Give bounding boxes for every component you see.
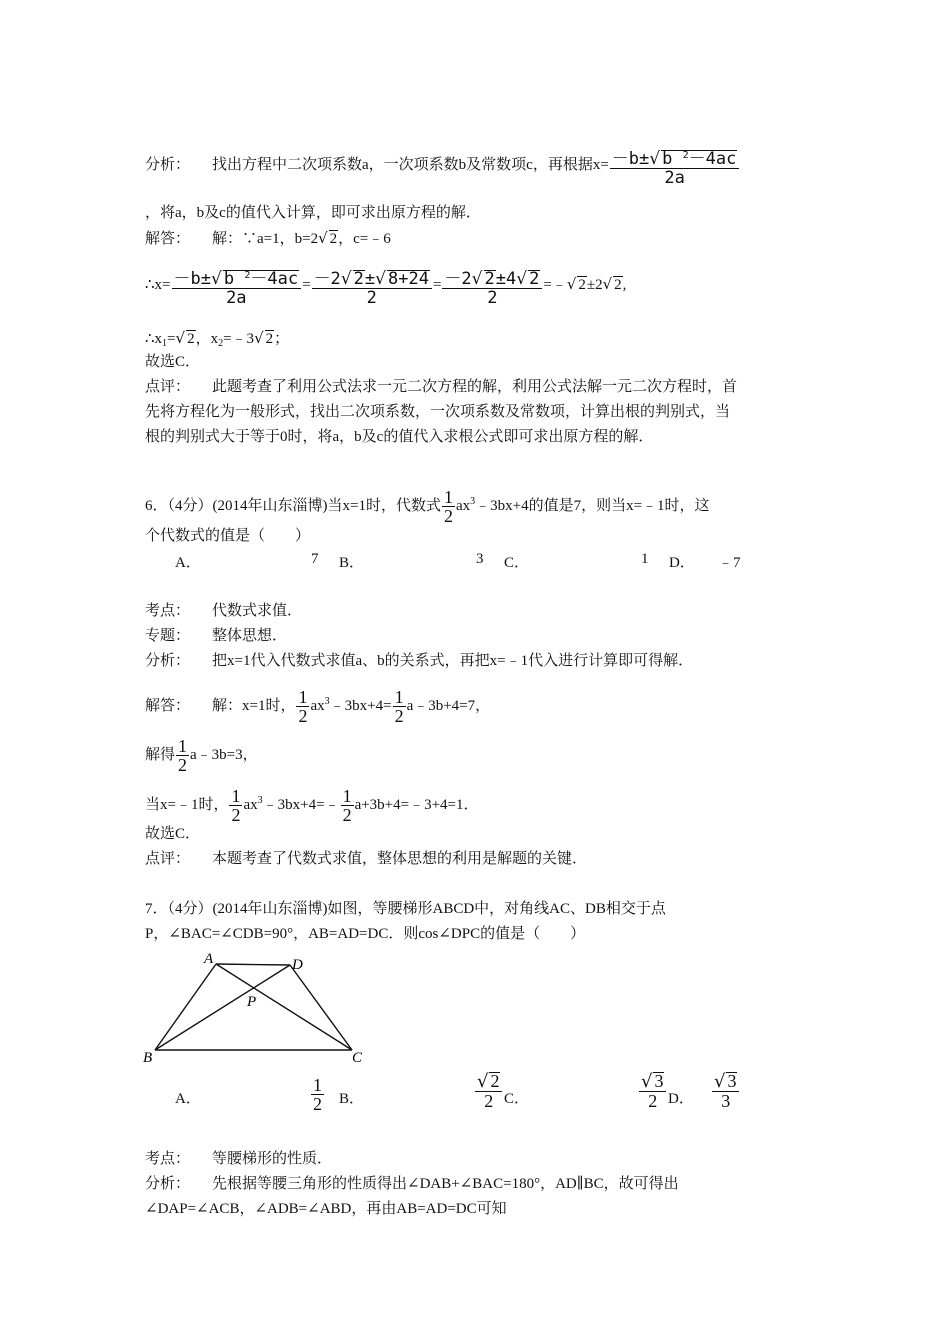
- q6-analysis: 把x=1代入代数式求值a、b的关系式，再把x=﹣1代入进行计算即可得解．: [212, 653, 694, 669]
- edge-ad: [216, 964, 290, 965]
- q7-analysis-line2: ∠DAP=∠ACB，∠ADB=∠ABD，再由AB=AD=DC可知: [145, 1201, 507, 1217]
- frac-half: [442, 488, 455, 525]
- roots-b: =: [167, 331, 176, 347]
- sqrt-icon: √: [318, 229, 328, 247]
- sqrt-icon: √: [477, 1071, 489, 1092]
- sqrt-icon: √: [375, 269, 386, 289]
- root-value: 2: [265, 331, 274, 347]
- sqrt-icon: √: [175, 329, 186, 347]
- root-value: 2: [529, 269, 540, 289]
- step-den: 2: [366, 288, 377, 308]
- root-value: 2: [353, 269, 364, 289]
- half-den: 2: [231, 805, 241, 825]
- q6-stem-line2: 个代数式的值是（ ）: [145, 528, 311, 544]
- label-solution: 解答：: [145, 698, 191, 714]
- q7-option-c-letter[interactable]: C．: [504, 1091, 530, 1107]
- q5-analysis-line2: ，将a，b及c的值代入计算，即可求出原方程的解．: [145, 205, 481, 221]
- root-value: 2: [614, 277, 622, 293]
- q6-get-b: a﹣3b=3，: [190, 747, 258, 763]
- edge-dc: [290, 965, 352, 1050]
- formula-den: 2a: [664, 168, 685, 188]
- diagonal-ac: [216, 964, 352, 1050]
- q5-analysis-text: 找出方程中二次项系数a，一次项系数b及常数项c，再根据x=: [212, 157, 609, 173]
- q5-solution-text-b: ，c=﹣6: [338, 231, 391, 247]
- vertex-c-label: C: [352, 1050, 363, 1066]
- sqrt-icon: √: [641, 1071, 653, 1092]
- q6-option-c-value: 1: [641, 551, 649, 567]
- q6-sol-a: 解：x=1时，: [212, 698, 296, 714]
- step-result: =﹣: [543, 277, 567, 293]
- q5-comment-line1: [145, 377, 737, 397]
- q6-analysis-line: [145, 651, 693, 671]
- half-num: 1: [231, 786, 241, 806]
- q6-comment-line: [145, 849, 587, 869]
- frac-half: [393, 688, 406, 725]
- q7-analysis-text1: 先根据等腰三角形的性质得出∠DAB+∠BAC=180°，AD∥BC，故可得出: [212, 1176, 679, 1192]
- formula-rad: b: [223, 269, 235, 289]
- diagonal-db: [155, 965, 290, 1050]
- q5-roots-line: [145, 328, 289, 349]
- step-f2-a: －2: [313, 269, 341, 289]
- sqrt-icon: √: [566, 275, 577, 293]
- q6-when-d: a+3b+4=﹣3+4=1．: [354, 797, 479, 813]
- step-frac-2: [312, 270, 432, 307]
- half-den: 2: [298, 706, 308, 726]
- sub-1: 1: [162, 338, 168, 349]
- root-value: 2: [484, 269, 495, 289]
- q7-option-a-value: [311, 1076, 324, 1113]
- opt-c-num: 3: [654, 1071, 664, 1091]
- sqrt-icon: √: [254, 329, 264, 347]
- q5-comment-line2: 先将方程化为一般形式，找出二次项系数，一次项系数及常数项，计算出根的判别式，当: [145, 404, 731, 420]
- q6-zhuanti: 整体思想．: [212, 628, 288, 644]
- q6-when-a: 当x=﹣1时，: [145, 797, 229, 813]
- sqrt-icon: √: [211, 269, 222, 289]
- step-f2-b: ±: [364, 269, 376, 289]
- formula-num: －b±: [173, 269, 211, 289]
- step-f3-a: －2: [444, 269, 472, 289]
- q7-stem-line1: 7．（4分）(2014年山东淄博)如图，等腰梯形ABCD中，对角线AC、DB相交于点: [145, 901, 666, 917]
- edge-ab: [155, 964, 216, 1050]
- step-den: 2: [487, 288, 498, 308]
- point-p-label: P: [247, 994, 257, 1010]
- q6-option-a-letter[interactable]: A．: [175, 555, 201, 571]
- sqrt-icon: √: [714, 1071, 726, 1092]
- q7-option-b-letter[interactable]: B．: [339, 1091, 365, 1107]
- frac-half: [341, 787, 354, 824]
- label-comment: 点评：: [145, 379, 191, 395]
- q7-option-c-value: [639, 1072, 666, 1110]
- label-analysis: 分析：: [145, 1176, 191, 1192]
- q7-option-d-value: [712, 1072, 739, 1110]
- q6-when-line: [145, 787, 479, 824]
- opt-a-den: 2: [313, 1094, 322, 1114]
- sqrt-icon: √: [340, 269, 352, 289]
- q7-option-b-value: [475, 1072, 502, 1110]
- q5-solution-line: [145, 228, 391, 249]
- half-num: 1: [342, 786, 352, 806]
- q6-get-line: [145, 737, 258, 774]
- step-frac-1: [172, 270, 302, 307]
- q6-stem-b: ax: [455, 498, 471, 514]
- roots-d: =﹣3: [223, 331, 255, 347]
- q5-analysis-line: [145, 150, 740, 187]
- q6-sol-d: a﹣3b+4=7，: [406, 698, 491, 714]
- q6-zhuanti-line: [145, 626, 287, 646]
- q6-stem-c: ﹣3bx+4的值是7，则当x=﹣1时，这: [475, 498, 710, 514]
- q5-comment-line3: 根的判别式大于等于0时，将a，b及c的值代入求根公式即可求出原方程的解．: [145, 429, 654, 445]
- q7-kaodian: 等腰梯形的性质．: [212, 1151, 333, 1167]
- q7-kaodian-line: [145, 1149, 332, 1169]
- q6-option-d-value: ﹣7: [718, 555, 741, 571]
- q6-stem-a: 6．（4分）(2014年山东淄博)当x=1时，代数式: [145, 498, 441, 514]
- q6-sol-b: ax: [310, 698, 325, 714]
- q7-option-a-letter[interactable]: A．: [175, 1091, 201, 1107]
- q6-sol-c: ﹣3bx+4=: [329, 698, 392, 714]
- formula-rad: b: [662, 149, 673, 169]
- q6-kaodian-line: [145, 601, 302, 621]
- opt-b-num: 2: [490, 1071, 500, 1091]
- quadratic-formula: [610, 150, 740, 187]
- label-zhuanti: 专题：: [145, 628, 191, 644]
- vertex-a-label: A: [204, 951, 214, 967]
- q7-stem-line2: P，∠BAC=∠CDB=90°，AB=AD=DC．则cos∠DPC的值是（ ）: [145, 926, 586, 942]
- q5-solution-text: 解：∵a=1，b=2: [212, 231, 319, 247]
- root-value: 2: [329, 231, 338, 247]
- formula-rad-tail: －4ac: [250, 269, 299, 289]
- half-den: 2: [178, 755, 188, 775]
- q7-analysis-line1: [145, 1174, 679, 1194]
- vertex-d-label: D: [292, 957, 303, 973]
- q6-kaodian: 代数式求值．: [212, 603, 303, 619]
- q5-comment-text1: 此题考查了利用公式法求一元二次方程的解，利用公式法解一元二次方程时，首: [212, 379, 738, 395]
- vertex-b-label: B: [143, 1050, 153, 1066]
- q6-solution-line: [145, 688, 490, 725]
- half-num: 1: [394, 687, 404, 707]
- label-solution: 解答：: [145, 231, 191, 247]
- sqrt-icon: √: [649, 149, 661, 169]
- q6-option-a-value: 7: [311, 551, 319, 567]
- cube-exp: 3: [324, 696, 330, 707]
- q6-comment: 本题考查了代数式求值，整体思想的利用是解题的关键．: [212, 851, 588, 867]
- cube-exp: 3: [257, 795, 263, 806]
- formula-den: 2a: [226, 288, 247, 308]
- roots-c: ，x: [195, 331, 219, 347]
- q5-choice: 故选C．: [145, 354, 201, 370]
- root-value: 2: [187, 331, 195, 347]
- half-num: 1: [178, 736, 188, 756]
- q5-step-line: ∴x= $\frac{-b\pm√ b ^2-4ac}{2a}$ = $\frac{-2√ 2\pm√ 8+24}{2}$ = $\frac{-2√ 2\pm 4√ 2}{2}$ =﹣√ 2±2√ 2,: [145, 269, 627, 308]
- q6-option-c-letter[interactable]: C．: [504, 555, 530, 571]
- formula-rad-tail: －4ac: [688, 149, 737, 169]
- q6-stem-line1: [145, 488, 710, 525]
- q6-when-c: ﹣3bx+4=﹣: [262, 797, 340, 813]
- frac-half: [296, 688, 309, 725]
- opt-d-num: 3: [727, 1071, 737, 1091]
- sqrt-icon: √: [602, 275, 613, 293]
- label-kaodian: 考点：: [145, 603, 191, 619]
- sqrt-icon: √: [516, 269, 528, 289]
- half-num: 1: [443, 487, 453, 507]
- formula-num: －b±: [611, 149, 650, 169]
- q6-option-b-letter[interactable]: B．: [339, 555, 365, 571]
- opt-d-den: 3: [721, 1091, 731, 1111]
- step-f2-rad: 8+24: [388, 269, 429, 289]
- q6-when-b: ax: [243, 797, 258, 813]
- opt-c-den: 2: [648, 1091, 658, 1111]
- q6-choice: 故选C．: [145, 826, 201, 842]
- q6-option-d-letter[interactable]: D．: [669, 555, 695, 571]
- opt-b-den: 2: [484, 1091, 494, 1111]
- roots-e: ；: [274, 331, 290, 347]
- root-value: 2: [578, 277, 586, 293]
- q6-option-b-value: 3: [476, 551, 484, 567]
- trapezoid-figure: [140, 950, 370, 1068]
- sq-exp: 2: [682, 150, 689, 161]
- roots-a: ∴x: [145, 331, 163, 347]
- q7-option-d-letter[interactable]: D．: [668, 1091, 694, 1107]
- label-kaodian: 考点：: [145, 1151, 191, 1167]
- frac-half: [229, 787, 242, 824]
- half-den: 2: [342, 805, 352, 825]
- label-analysis: 分析：: [145, 157, 191, 173]
- label-analysis: 分析：: [145, 653, 191, 669]
- step-prefix: ∴x=: [145, 277, 171, 293]
- step-result-b: ±2: [586, 277, 603, 293]
- opt-a-num: 1: [313, 1075, 322, 1095]
- half-den: 2: [394, 706, 404, 726]
- step-frac-3: [442, 270, 542, 307]
- half-den: 2: [443, 506, 453, 526]
- q6-get-a: 解得: [145, 747, 176, 763]
- sq-exp: 2: [244, 270, 251, 281]
- step-f3-b: ±4: [495, 269, 517, 289]
- half-num: 1: [298, 687, 308, 707]
- label-comment: 点评：: [145, 851, 191, 867]
- frac-half: [176, 737, 189, 774]
- cube-exp: 3: [470, 496, 476, 507]
- sub-2: 2: [218, 338, 224, 349]
- sqrt-icon: √: [471, 269, 483, 289]
